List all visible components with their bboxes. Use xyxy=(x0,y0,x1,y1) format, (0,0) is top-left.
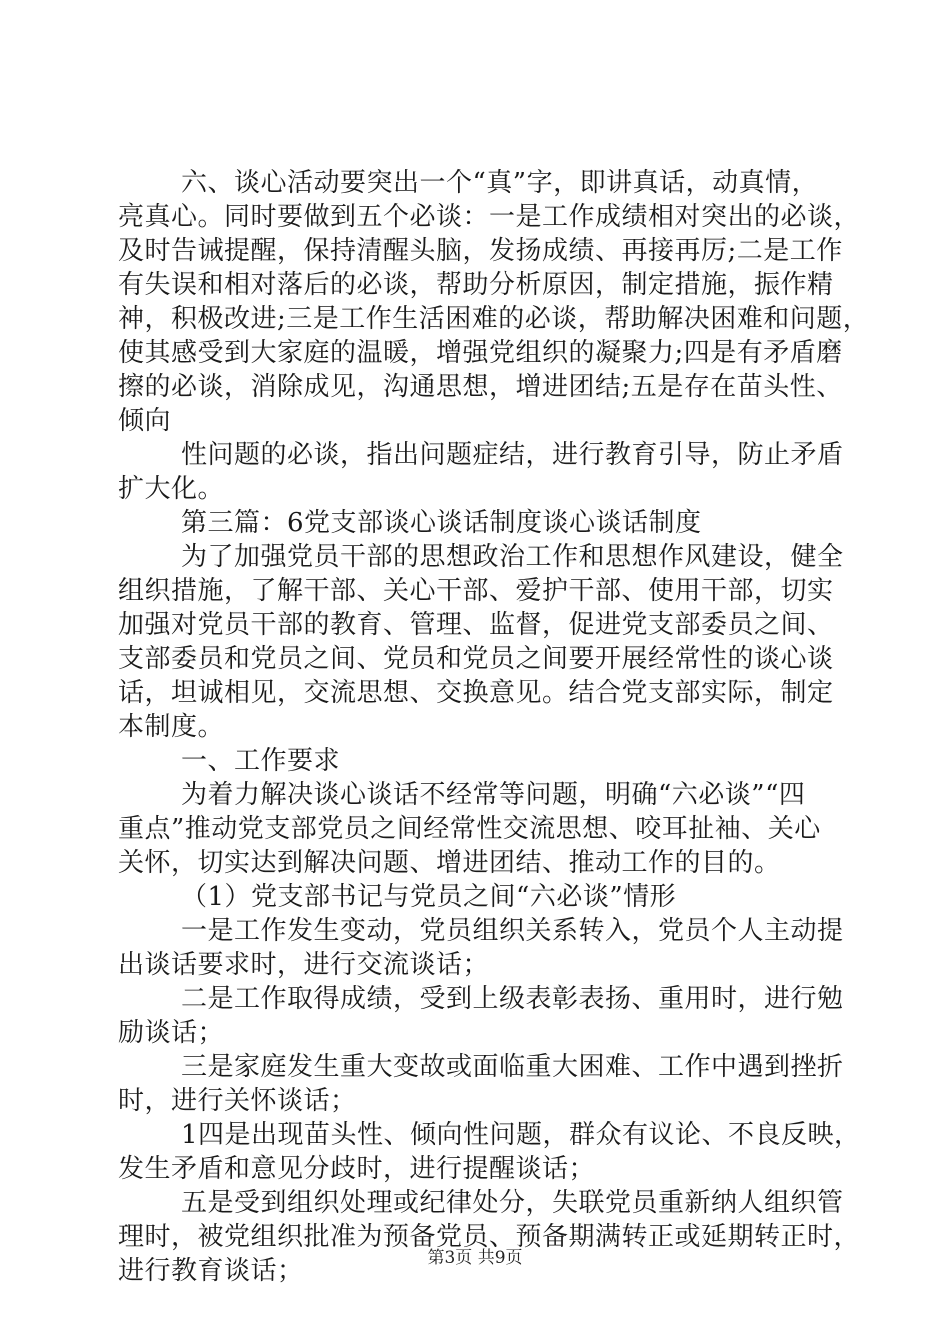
text-line: 关怀，切实达到解决问题、增进团结、推动工作的目的。 xyxy=(118,848,781,878)
text-line: 五是受到组织处理或纪律处分，失联党员重新纳人组织管 xyxy=(181,1188,844,1218)
text-line: 1四是出现苗头性、倾向性问题，群众有议论、不良反映， xyxy=(181,1120,861,1150)
text-line: 一是工作发生变动，党员组织关系转入，党员个人主动提 xyxy=(181,916,844,946)
text-line: 组织措施，了解干部、关心干部、爱护干部、使用干部，切实 xyxy=(118,576,834,606)
text-line: 及时告诫提醒，保持清醒头脑，发扬成绩、再接再厉;二是工作 xyxy=(118,236,843,266)
text-line: 三是家庭发生重大变故或面临重大困难、工作中遇到挫折 xyxy=(181,1052,844,1082)
text-line: 使其感受到大家庭的温暖，增强党组织的凝聚力;四是有矛盾磨 xyxy=(118,338,843,368)
text-line: 扩大化。 xyxy=(118,474,225,504)
text-line: 本制度。 xyxy=(118,712,225,742)
text-line: 发生矛盾和意见分歧时，进行提醒谈话； xyxy=(118,1154,596,1184)
text-line: 性问题的必谈，指出问题症结，进行教育引导，防止矛盾 xyxy=(181,440,844,470)
text-line: 话，坦诚相见，交流思想、交换意见。结合党支部实际，制定 xyxy=(118,678,834,708)
subsection-heading: （1）党支部书记与党员之间“六必谈”情形 xyxy=(181,882,677,912)
text-line: 重点”推动党支部党员之间经常性交流思想、咬耳扯袖、关心 xyxy=(118,814,821,844)
text-line: 为了加强党员干部的思想政治工作和思想作风建设，健全 xyxy=(181,542,844,572)
text-line: 出谈话要求时，进行交流谈话； xyxy=(118,950,490,980)
text-line: 六、谈心活动要突出一个“真”字，即讲真话，动真情， xyxy=(181,168,819,198)
subsection-heading: 一、工作要求 xyxy=(181,746,341,776)
text-line: 进行教育谈话； xyxy=(118,1256,304,1286)
text-line: 亮真心。同时要做到五个必谈：一是工作成绩相对突出的必谈， xyxy=(118,202,861,232)
text-line: 有失误和相对落后的必谈，帮助分析原因，制定措施，振作精 xyxy=(118,270,834,300)
page-footer: 第3页 共9页 xyxy=(427,1248,523,1268)
text-line: 二是工作取得成绩，受到上级表彰表扬、重用时，进行勉 xyxy=(181,984,844,1014)
text-line: 加强对党员干部的教育、管理、监督，促进党支部委员之间、 xyxy=(118,610,834,640)
text-line: 神，积极改进;三是工作生活困难的必谈，帮助解决困难和问题， xyxy=(118,304,870,334)
text-line: 倾向 xyxy=(118,406,172,436)
section-heading: 第三篇：6党支部谈心谈话制度谈心谈话制度 xyxy=(181,508,702,538)
text-line: 为着力解决谈心谈话不经常等问题，明确“六必谈”“四 xyxy=(181,780,806,810)
text-line: 理时，被党组织批准为预备党员、预备期满转正或延期转正时， xyxy=(118,1222,861,1252)
text-line: 励谈话； xyxy=(118,1018,225,1048)
text-line: 支部委员和党员之间、党员和党员之间要开展经常性的谈心谈 xyxy=(118,644,834,674)
text-line: 擦的必谈，消除成见，沟通思想，增进团结;五是存在苗头性、 xyxy=(118,372,843,402)
text-line: 时，进行关怀谈话； xyxy=(118,1086,357,1116)
